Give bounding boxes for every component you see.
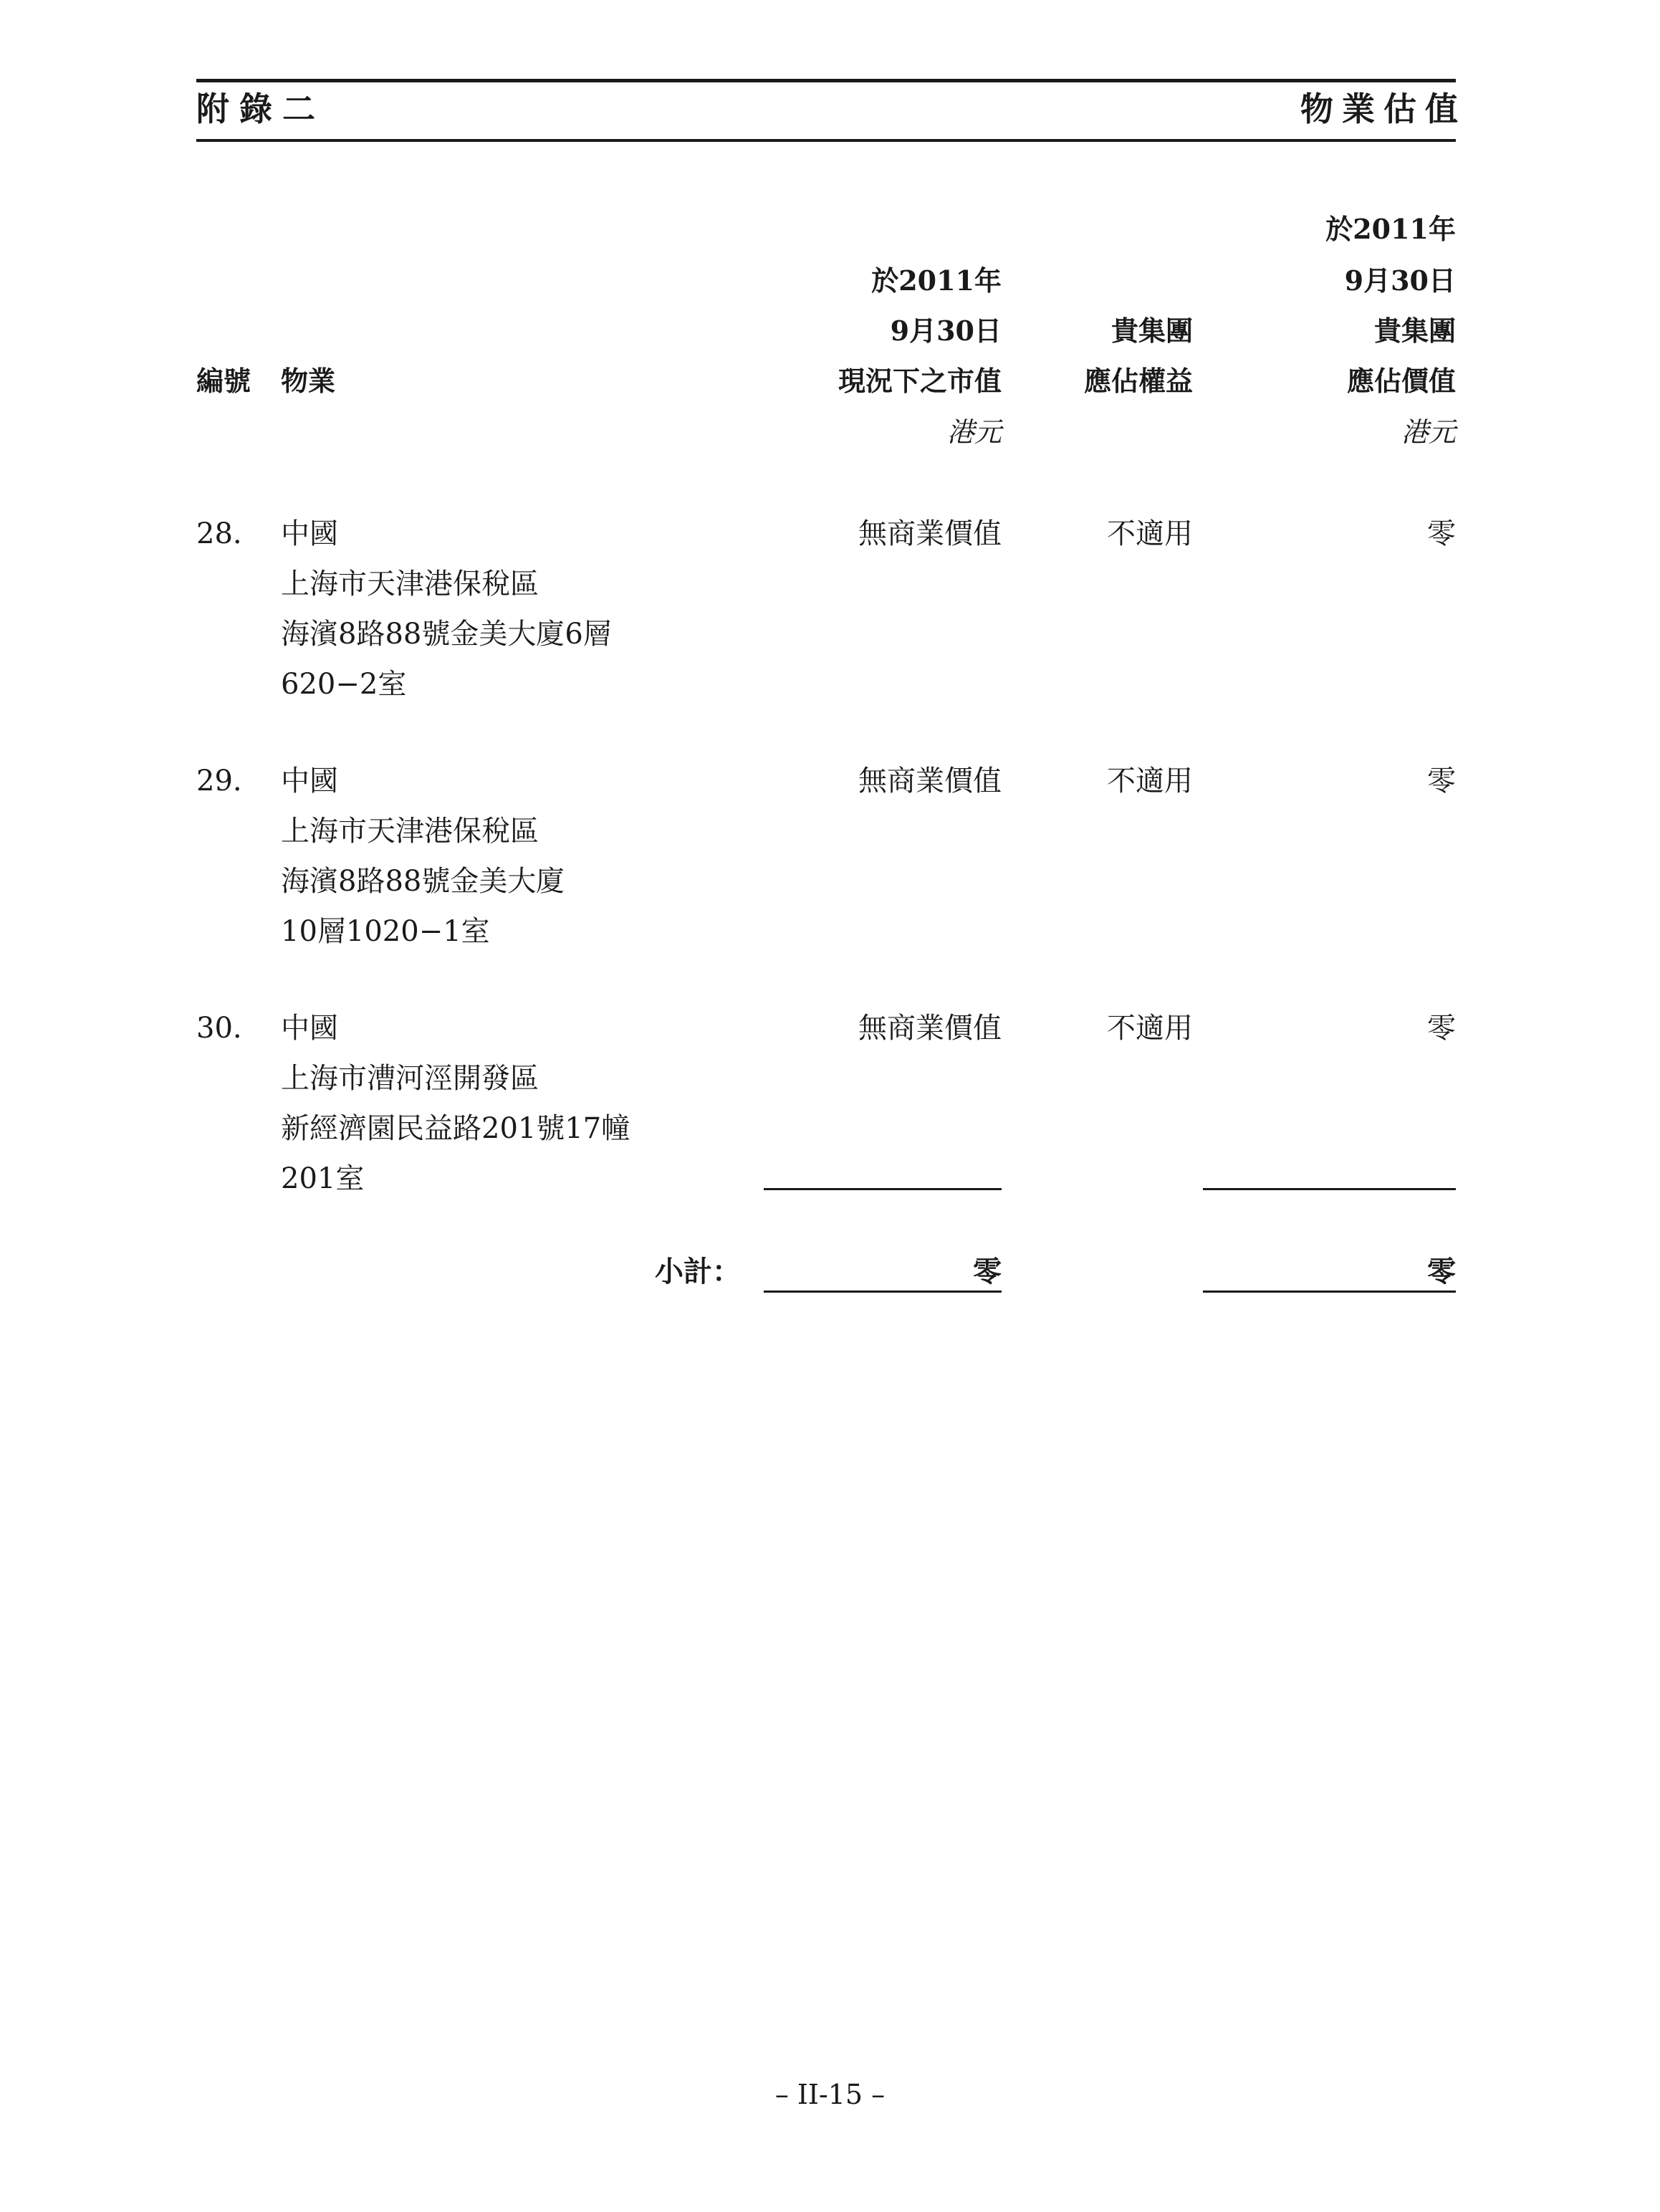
subtotal-market-value: 零 bbox=[973, 1255, 1002, 1288]
market-value-header-line-2: 9月30日 bbox=[890, 315, 1002, 347]
address-line: 上海市天津港保稅區 bbox=[281, 568, 539, 600]
interest-header-line-1: 貴集團 bbox=[1110, 315, 1193, 347]
header-bottom-rule bbox=[196, 139, 1456, 142]
row-29-number: 29. bbox=[196, 765, 242, 798]
market-value-unit: 港元 bbox=[946, 416, 1002, 448]
attributable-value-header-line-2: 9月30日 bbox=[1344, 264, 1456, 297]
market-value-subtotal-underline bbox=[764, 1291, 1002, 1293]
row-28-address bbox=[281, 509, 612, 709]
address-line: 620−2室 bbox=[281, 668, 407, 701]
attributable-value-unit: 港元 bbox=[1401, 416, 1456, 448]
subtotal-attributable-value: 零 bbox=[1427, 1255, 1456, 1288]
attributable-value-header-line-1: 於2011年 bbox=[1325, 213, 1456, 245]
address-line: 海濱8路88號金美大廈 bbox=[281, 865, 565, 898]
address-line: 海濱8路88號金美大廈6層 bbox=[281, 618, 612, 651]
row-28-market-value: 無商業價值 bbox=[858, 517, 1002, 550]
address-line: 201室 bbox=[281, 1162, 365, 1195]
appendix-title: 附錄二 bbox=[196, 90, 325, 128]
row-29-market-value: 無商業價值 bbox=[858, 765, 1002, 798]
row-28-interest: 不適用 bbox=[1107, 517, 1193, 550]
market-value-header-line-3: 現況下之市值 bbox=[838, 365, 1002, 397]
attributable-value-header-line-3: 貴集團 bbox=[1373, 315, 1456, 347]
row-30-attributable-value: 零 bbox=[1427, 1012, 1456, 1045]
row-30-interest: 不適用 bbox=[1107, 1012, 1193, 1045]
no-header: 編號 bbox=[196, 365, 251, 397]
market-value-sum-rule bbox=[764, 1188, 1002, 1190]
row-28-number: 28. bbox=[196, 517, 242, 550]
address-line: 中國 bbox=[281, 1012, 338, 1045]
row-30-address bbox=[281, 1003, 630, 1204]
interest-header-line-2: 應佔權益 bbox=[1083, 365, 1193, 397]
row-29-address bbox=[281, 756, 565, 957]
address-line: 上海市漕河涇開發區 bbox=[281, 1062, 539, 1095]
address-line: 10層1020−1室 bbox=[281, 915, 490, 948]
row-30-market-value: 無商業價值 bbox=[858, 1012, 1002, 1045]
attributable-value-sum-rule bbox=[1203, 1188, 1456, 1190]
row-30-number: 30. bbox=[196, 1012, 242, 1045]
attributable-value-subtotal-underline bbox=[1203, 1291, 1456, 1293]
row-29-attributable-value: 零 bbox=[1427, 765, 1456, 798]
subtotal-label: 小計： bbox=[655, 1255, 741, 1288]
page-number: – II-15 – bbox=[774, 2079, 886, 2110]
address-line: 上海市天津港保稅區 bbox=[281, 815, 539, 848]
row-28-attributable-value: 零 bbox=[1427, 517, 1456, 550]
property-header: 物業 bbox=[281, 365, 336, 397]
section-title: 物業估值 bbox=[1300, 90, 1467, 128]
address-line: 新經濟園民益路201號17幢 bbox=[281, 1112, 630, 1145]
header-top-rule bbox=[196, 79, 1456, 82]
row-29-interest: 不適用 bbox=[1107, 765, 1193, 798]
address-line: 中國 bbox=[281, 517, 338, 550]
address-line: 中國 bbox=[281, 765, 338, 798]
attributable-value-header-line-4: 應佔價值 bbox=[1346, 365, 1456, 397]
market-value-header-line-1: 於2011年 bbox=[871, 264, 1002, 297]
